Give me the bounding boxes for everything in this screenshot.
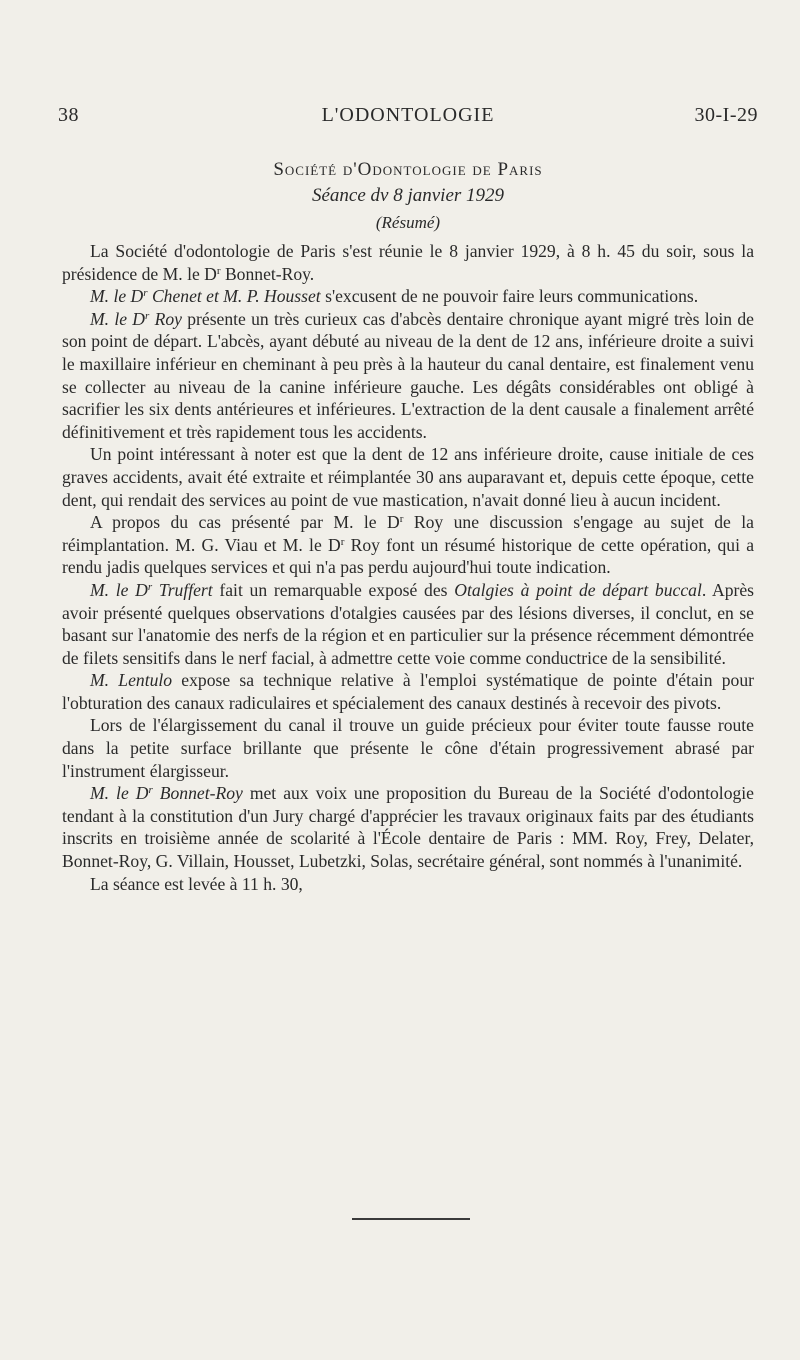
issue-date: 30-I-29 [694, 104, 758, 126]
session-date: Séance dv 8 janvier 1929 [311, 185, 505, 206]
paragraph-opening: La Société d'odontologie de Paris s'est réunie le 8 janvier 1929, à 8 h. 45 du soir, sous la présidence de M. le $D^r$ Bonnet-Roy. [62, 241, 754, 284]
running-header [58, 104, 758, 134]
paragraph-reimplantation-note: Un point intéressant à noter est que la dent de 12 ans inférieure droite, cause initiale de ces graves accidents, avait été extraite et réimplantée 30 ans auparavant et, depuis cette époque, cette dent, qui rendait des services au point de vue mastication, n'avait donné lieu à aucun incident. [62, 444, 754, 510]
society-title: Société d'Odontologie de Paris [273, 159, 543, 180]
article-body [62, 240, 754, 895]
journal-title: L'ODONTOLOGIE [321, 104, 495, 126]
page-number: 38 [58, 104, 79, 126]
paragraph-canal-widening: Lors de l'élargissement du canal il trouve un guide précieux pour éviter toute fausse route dans la petite surface brillante que présente le cône d'étain progressivement abrasé par l'instrument élargisseur. [62, 715, 754, 781]
paragraph-lentulo: M. Lentulo expose sa technique relative à l'emploi systématique de pointe d'étain pour l'obturation des canaux radiculaires et spécialement des canaux destinés à recevoir des pivots. [62, 670, 754, 713]
article-heading [58, 158, 758, 236]
paragraph-closing: La séance est levée à 11 h. 30, [90, 873, 303, 894]
paragraph-roy-case: M. le $D^r$ Roy présente un très curieux cas d'abcès dentaire chronique ayant migré très loin de son point de départ. L'abcès, ayant débuté au niveau de la dent de 12 ans, inférieure droite a suivi le maxillaire inférieur en cheminant à peu près à la hauteur du canal dentaire, est finalement venu se collecter au niveau de la canine inférieure gauche. Les dégâts considérables ont obligé à sacrifier les six dents antérieures et inférieures. L'extraction de la dent causale a finalement arrêté définitivement et très rapidement tous les accidents. [62, 308, 754, 442]
paragraph-apologies: M. le $D^r$ Chenet et M. P. Housset s'excusent de ne pouvoir faire leurs communications. [90, 286, 699, 307]
summary-label: (Résumé) [375, 213, 441, 232]
end-rule [352, 1218, 470, 1220]
paragraph-truffert: M. le $D^r$ Truffert fait un remarquable exposé des Otalgies à point de départ buccal. Après avoir présenté quelques observations d'otalgies causées par des lésions diverses, il conclut, en se basant sur l'anatomie des nerfs de la région et en particulier sur la présence récemment démontrée de filets sensitifs dans le nerf facial, à admettre cette voie comme conductrice de la sensibilité. [62, 579, 755, 668]
paragraph-jury: M. le $D^r$ Bonnet-Roy met aux voix une proposition du Bureau de la Société d'odontologie tendant à la constitution d'un Jury chargé d'apprécier les travaux originaux faits par des étudiants inscrits en troisième année de scolarité à l'École dentaire de Paris : MM. Roy, Frey, Delater, Bonnet-Roy, G. Villain, Housset, Lubetzki, Solas, secrétaire général, sont nommés à l'unanimité. [62, 783, 754, 872]
paragraph-discussion: A propos du cas présenté par M. le $D^r$ Roy une discussion s'engage au sujet de la réimplantation. M. G. Viau et M. le $D^r$ Roy font un résumé historique de cette opération, qui a rendu jadis quelques services et qui n'a pas perdu aujourd'hui toute indication. [62, 512, 755, 578]
